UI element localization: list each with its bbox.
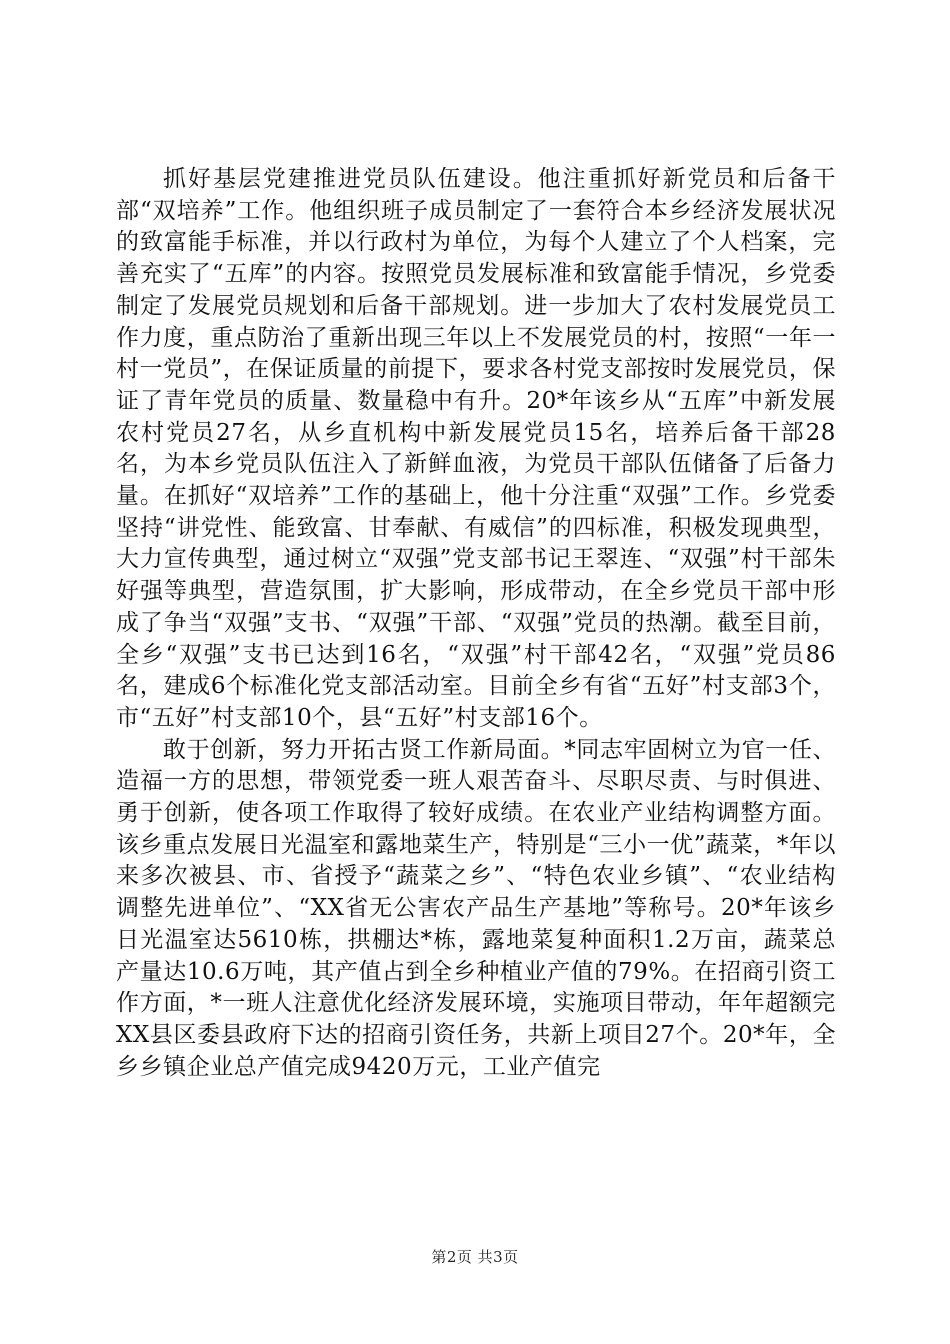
document-body — [116, 164, 836, 1083]
paragraph-innovation: 敢于创新，努力开拓古贤工作新局面。*同志牢固树立为官一任、造福一方的思想，带领党委一班人艰苦奋斗、尽职尽责、与时俱进、勇于创新，使各项工作取得了较好成绩。在农业产业结构调整方面。该乡重点发展日光温室和露地菜生产，特别是“三小一优”蔬菜，*年以来多次被县、市、省授予“蔬菜之乡”、“特色农业乡镇”、“农业结构调整先进单位”、“XX省无公害农产品生产基地”等称号。20*年该乡日光温室达5610栋，拱棚达*栋，露地菜复种面积1.2万亩，蔬菜总产量达10.6万吨，其产值占到全乡种植业产值的79%。在招商引资工作方面，*一班人注意优化经济发展环境，实施项目带动，年年超额完XX县区委县政府下达的招商引资任务，共新上项目27个。20*年，全乡乡镇企业总产值完成9420万元，工业产值完 — [116, 736, 836, 1080]
paragraph-party-building: 抓好基层党建推进党员队伍建设。他注重抓好新党员和后备干部“双培养”工作。他组织班子成员制定了一套符合本乡经济发展状况的致富能手标准，并以行政村为单位，为每个人建立了个人档案，完善充实了“五库”的内容。按照党员发展标准和致富能手情况，乡党委制定了发展党员规划和后备干部规划。进一步加大了农村发展党员工作力度，重点防治了重新出现三年以上不发展党员的村，按照“一年一村一党员”，在保证质量的前提下，要求各村党支部按时发展党员，保证了青年党员的质量、数量稳中有升。20*年该乡从“五库”中新发展农村党员27名，从乡直机构中新发展党员15名，培养后备干部28名，为本乡党员队伍注入了新鲜血液，为党员干部队伍储备了后备力量。在抓好“双培养”工作的基础上，他十分注重“双强”工作。乡党委坚持“讲党性、能致富、甘奉献、有威信”的四标准，积极发现典型，大力宣传典型，通过树立“双强”党支部书记王翠连、“双强”村干部朱好强等典型，营造氛围，扩大影响，形成带动，在全乡党员干部中形成了争当“双强”支书、“双强”干部、“双强”党员的热潮。截至目前，全乡“双强”支书已达到16名，“双强”村干部42名，“双强”党员86名，建成6个标准化党支部活动室。目前全乡有省“五好”村支部3个，市“五好”村支部10个，县“五好”村支部16个。 — [116, 166, 836, 731]
page-number-footer: 第2页 共3页 — [431, 1248, 519, 1266]
